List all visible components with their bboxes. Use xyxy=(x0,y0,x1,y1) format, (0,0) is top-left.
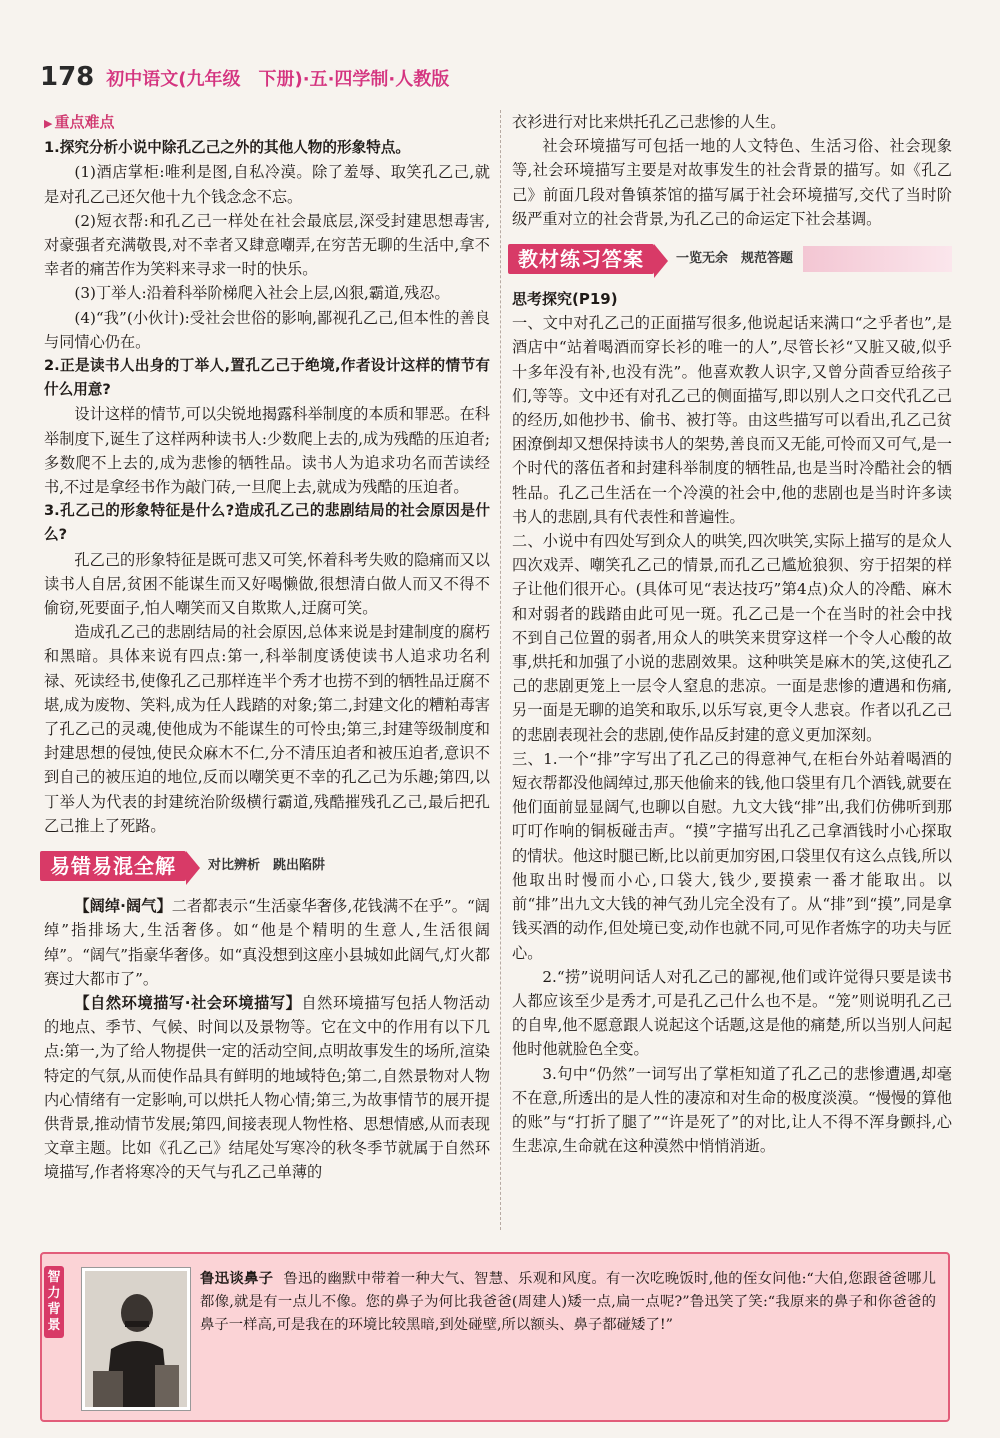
lu-xun-portrait xyxy=(82,1268,190,1410)
answer-2: 二、小说中有四处写到众人的哄笑,四次哄笑,实际上描写的是众人四次戏弄、嘲笑孔乙己的情景,而孔乙己尴尬狼狈、穷于招架的样子让他们很开心。(具体可见“表达技巧”第4点)众人的冷酷、麻木和对弱者的践踏由此可见一斑。孔乙己是一个在当时的社会中找不到自己位置的弱者,用众人的哄笑来贯穿这样一个令人心酸的故事,烘托和加强了小说的悲剧效果。这种哄笑是麻木的笑,这使孔乙己的悲剧更笼上一层令人窒息的悲凉。一面是悲惨的遭遇和伤痛,另一面是无聊的追笑和取乐,以乐写哀,更令人悲哀。作者以孔乙己的悲剧表现社会的悲剧,使作品反封建的意义更加深刻。 xyxy=(512,532,952,744)
question-1-title: 1.探究分析小说中除孔乙己之外的其他人物的形象特点。 xyxy=(44,139,410,157)
banner-textbook-answers xyxy=(508,241,952,277)
social-env-text: 社会环境描写可包括一地的人文特色、生活习俗、社会现象等,社会环境描写主要是对故事发生的社会背景的描写。如《孔乙己》前面几段对鲁镇茶馆的描写属于社会环境描写,交代了当时阶级严重对立的社会背景,为孔乙己的命运定下社会基调。 xyxy=(512,137,952,228)
column-divider xyxy=(500,110,501,1230)
section-tag-key-points: ▶ 重点难点 xyxy=(44,110,490,136)
banner-answers-title: 教材练习答案 xyxy=(508,244,654,274)
term-2 xyxy=(44,991,490,1185)
book-title: 初中语文(九年级 下册)·五·四学制·人教版 xyxy=(106,69,450,90)
q1-item-1: (1)酒店掌柜:唯利是图,自私冷漠。除了羞辱、取笑孔乙己,就是对孔乙己还欠他十九个钱念念不忘。 xyxy=(44,163,490,206)
term-1 xyxy=(44,894,490,991)
page-header xyxy=(40,62,449,94)
banner-confusables-title: 易错易混全解 xyxy=(40,851,186,881)
q1-item-4: (4)“我”(小伙计):受社会世俗的影响,鄙视孔乙己,但本性的善良与同情心仍在。 xyxy=(44,308,490,351)
answer-3-1: 三、1.一个“排”字写出了孔乙己的得意神气,在柜台外站着喝酒的短衣帮都没他阔绰过,那天他偷来的钱,他口袋里有几个酒钱,就要在他们面前显显阔气,也聊以自慰。九文大钱“排”出,我们仿佛听到那叮叮作响的铜板碰击声。“摸”字描写出孔乙己拿酒钱时小心探取的情状。他这时腿已断,比以前更加穷困,口袋里仅有这么点钱,所以他取出时慢而小心,口袋大,钱少,要摸索一番才能取出。以前“排”出九文大钱的神气劲儿完全没有了。从“排”到“摸”,同是拿钱买酒的动作,但处境已变,动作也就不同,可见作者炼字的功夫与匠心。 xyxy=(512,749,952,962)
q1-item-3: (3)丁举人:沿着科举阶梯爬入社会上层,凶狠,霸道,残忍。 xyxy=(74,284,450,303)
question-2-title: 2.正是读书人出身的丁举人,置孔乙己于绝境,作者设计这样的情节有什么用意? xyxy=(44,357,490,399)
background-knowledge-box xyxy=(40,1252,950,1422)
q3-answer-2: 造成孔乙己的悲剧结局的社会原因,总体来说是封建制度的腐朽和黑暗。具体来说有四点:第一,科举制度诱使读书人追求功名利禄、死读经书,使像孔乙己那样连半个秀才也捞不到的牺牲品迂腐不堪,成为废物、笑料,成为任人践踏的对象;第二,封建文化的糟粕毒害了孔乙己的灵魂,使他成为不能谋生的可怜虫;第三,封建等级制度和封建思想的侵蚀,使民众麻木不仁,分不清压迫者和被压迫者,意识不到自己的被压迫的地位,反而以嘲笑更不幸的孔乙己为乐趣;第四,以丁举人为代表的封建统治阶级横行霸道,残酷摧残孔乙己,最后把孔乙己推上了死路。 xyxy=(44,623,490,835)
answer-3-2: 2.“捞”说明问话人对孔乙己的鄙视,他们或许觉得只要是读书人都应该至少是秀才,可是孔乙己什么也不是。“笼”则说明孔乙己的自卑,他不愿意跟人说起这个话题,这是他的痛楚,所以当别人问起他时他就脸色全变。 xyxy=(512,967,952,1059)
right-column xyxy=(512,110,952,1158)
portrait-illustration xyxy=(85,1271,187,1407)
left-column xyxy=(44,110,490,1185)
question-3-title: 3.孔乙己的形象特征是什么?造成孔乙己的悲剧结局的社会原因是什么? xyxy=(44,502,490,544)
story-text: 鲁迅的幽默中带着一种大气、智慧、乐观和风度。有一次吃晚饭时,他的侄女问他:“大伯,您跟爸爸哪儿都像,就是有一点儿不像。您的鼻子为何比我爸爸(周建人)矮一点,扁一点呢?”鲁迅笑了笑:“我原来的鼻子和你爸爸的鼻子一样高,可是我在的环境比较黑暗,到处碰壁,所以额头、鼻子都碰矮了!” xyxy=(200,1271,936,1333)
side-tag-background: 智力背景 xyxy=(44,1266,64,1338)
story-title: 鲁迅谈鼻子 xyxy=(200,1271,274,1287)
banner-confusables-subtitle: 对比辨析 跳出陷阱 xyxy=(208,857,326,873)
term-1-name: 【阔绰·阔气】 xyxy=(74,897,172,916)
continuation-text: 衣衫进行对比来烘托孔乙己悲惨的人生。 xyxy=(512,113,786,131)
q2-answer: 设计这样的情节,可以尖锐地揭露科举制度的本质和罪恶。在科举制度下,诞生了这样两种读书人:少数爬上去的,成为残酷的压迫者;多数爬不上去的,成为悲惨的牺牲品。读书人为追求功名而苦读经书,不过是拿经书作为敲门砖,一旦爬上去,就成为残酷的压迫者。 xyxy=(44,405,490,497)
q1-item-2: (2)短衣帮:和孔乙己一样处在社会最底层,深受封建思想毒害,对豪强者充满敬畏,对不幸者又肆意嘲弄,在穷苦无聊的生活中,拿不幸者的痛苦作为笑料来寻求一时的快乐。 xyxy=(44,211,490,279)
term-2-name: 【自然环境描写·社会环境描写】 xyxy=(74,993,302,1012)
banner-answers-bar xyxy=(803,246,952,272)
story-block xyxy=(200,1268,936,1337)
banner-answers-subtitle: 一览无余 规范答题 xyxy=(676,250,794,266)
q3-answer-1: 孔乙己的形象特征是既可悲又可笑,怀着科考失败的隐痛而又以读书人自居,贫困不能谋生而又好喝懒做,很想清白做人而又不得不偷窃,死要面子,怕人嘲笑而又自欺欺人,迂腐可笑。 xyxy=(44,550,490,618)
banner-confusables xyxy=(40,848,490,884)
answer-3-3: 3.句中“仍然”一词写出了掌柜知道了孔乙己的悲惨遭遇,却毫不在意,所透出的是人性的凄凉和对生命的极度淡漠。“慢慢的算他的账”与“打折了腿了”“许是死了”的对比,让人不得不浑身颤抖,心生悲凉,生命就在这种漠然中悄悄消逝。 xyxy=(512,1064,952,1156)
answer-1: 一、文中对孔乙己的正面描写很多,他说起话来满口“之乎者也”,是酒店中“站着喝酒而穿长衫的唯一的人”,尽管长衫“又脏又破,似乎十多年没有补,也没有洗”。他喜欢教人识字,又曾分茴香豆给孩子们,等等。文中还有对孔乙己的侧面描写,即以别人之口交代孔乙己的经历,如他抄书、偷书、被打等。由这些描写可以看出,孔乙己贫困潦倒却又想保持读书人的架势,善良而又无能,可怜而又可气,是一个时代的落伍者和封建科举制度的牺牲品,也是当时冷酷社会的牺牲品。孔乙己生活在一个冷漠的社会中,他的悲剧也是当时许多读书人的悲剧,具有代表性和普遍性。 xyxy=(512,314,952,526)
think-explore-title: 思考探究(P19) xyxy=(512,290,618,309)
term-1-text: 二者都表示“生活豪华奢侈,花钱满不在乎”。“阔绰”指排场大,生活奢侈。如“他是个精明的生意人,生活很阔绰”。“阔气”指豪华奢侈。如“真没想到这座小县城如此阔气,灯火都赛过大都市了”。 xyxy=(44,897,490,988)
term-2-text: 自然环境描写包括人物活动的地点、季节、气候、时间以及景物等。它在文中的作用有以下几点:第一,为了给人物提供一定的活动空间,点明故事发生的场所,渲染特定的气氛,从而使作品具有鲜明的地域特色;第二,自然景物对人物内心情绪有一定影响,可以烘托人物心情;第三,为故事情节的展开提供背景,推动情节发展;第四,间接表现人物性格、思想情感,从而表现文章主题。比如《孔乙己》结尾处写寒冷的秋冬季节就属于自然环境描写,作者将寒冷的天气与孔乙己单薄的 xyxy=(44,993,490,1182)
page-number: 178 xyxy=(40,62,95,92)
